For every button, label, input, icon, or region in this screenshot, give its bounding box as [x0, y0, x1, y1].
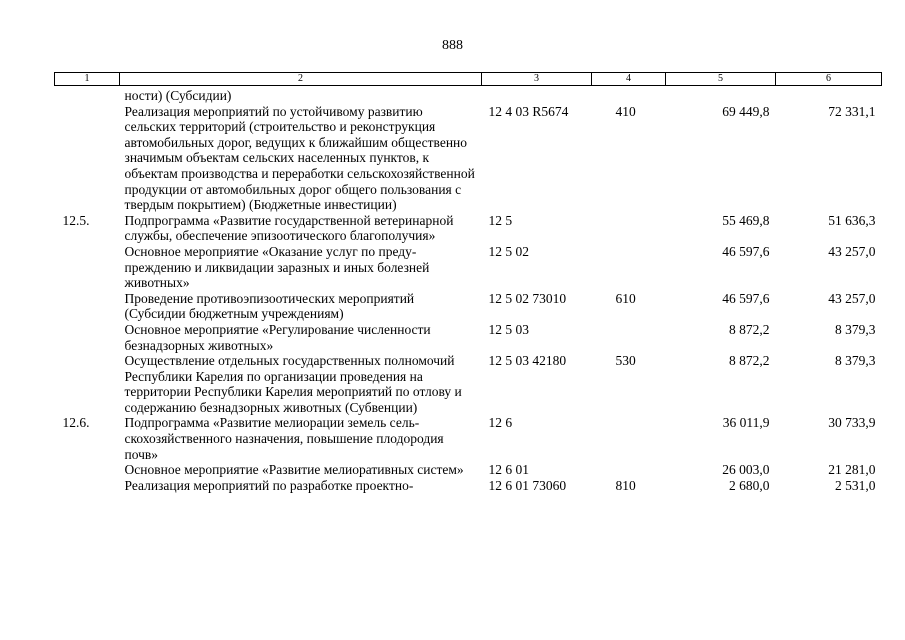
- table-row: [55, 213, 882, 244]
- row-name: Основное мероприятие «Регулирование численности безнадзорных животных»: [124, 321, 431, 353]
- amount-year-1: [666, 86, 776, 104]
- amount-year-2: 21 281,0: [828, 462, 876, 478]
- amount-year-1: 36 011,9: [722, 415, 770, 431]
- amount-year-2: [776, 86, 882, 104]
- row-number: [55, 322, 120, 353]
- amount-year-1: 55 469,8: [722, 212, 770, 228]
- amount-year-1: 69 449,8: [722, 103, 770, 119]
- target-article-code: 12 6 01: [488, 462, 529, 478]
- amount-year-1: 46 597,6: [722, 290, 770, 306]
- row-number: [55, 86, 120, 104]
- row-number: 12.6.: [62, 415, 90, 431]
- row-number: [55, 291, 120, 322]
- amount-year-1: 8 872,2: [729, 321, 770, 337]
- target-article-code: 12 6 01 73060: [488, 477, 567, 493]
- amount-year-2: 8 379,3: [835, 353, 876, 369]
- target-article-code: 12 5 02 73010: [488, 290, 567, 306]
- expense-type-code: 610: [615, 290, 636, 306]
- target-article-code: 12 5 02: [488, 243, 529, 259]
- row-number: [55, 104, 120, 213]
- table-row: [55, 415, 882, 462]
- row-number: [55, 478, 120, 494]
- target-article-code: 12 4 03 R5674: [488, 103, 569, 119]
- table-row: [55, 322, 882, 353]
- amount-year-2: 2 531,0: [835, 477, 876, 493]
- table-row: [55, 291, 882, 322]
- target-article-code: 12 5 03 42180: [488, 353, 567, 369]
- row-name: Реализация мероприятий по разработке проектно-: [124, 477, 414, 493]
- table-row: [55, 86, 882, 104]
- table-row: [55, 478, 882, 494]
- column-header: 2: [120, 73, 482, 86]
- table-row: [55, 244, 882, 291]
- row-name: Проведение противоэпизоотических мероприятий (Субсидии бюджетным учреждениям): [124, 290, 415, 322]
- expense-type-code: 810: [615, 477, 636, 493]
- row-number: 12.5.: [62, 212, 90, 228]
- expense-type-code: [592, 415, 666, 462]
- amount-year-1: 2 680,0: [729, 477, 770, 493]
- amount-year-1: 46 597,6: [722, 243, 770, 259]
- target-article-code: [482, 86, 592, 104]
- table-row: [55, 462, 882, 478]
- expense-type-code: [592, 462, 666, 478]
- expense-type-code: 410: [615, 103, 636, 119]
- expense-type-code: [592, 213, 666, 244]
- amount-year-2: 43 257,0: [828, 243, 876, 259]
- row-name: ности) (Субсидии): [124, 88, 232, 103]
- row-name: Реализация мероприятий по устойчивому развитию сельских территорий (строительство и реконструкция автомобильных дорог, ведущих к ближайшим общественно значимым объектам сельских населенных пунктов, к объектам производства и переработки сельскохозяйственной продукции от автомобильных дорог общего пользования с твердым покрытием) (Бюджетные инвестиции): [124, 103, 475, 213]
- row-name: Осуществление отдельных государственных полномочий Республики Карелия по организации проведения на территории Республики Карелия мероприятий по отлову и содержанию безнадзорных животных (Субвенции): [124, 353, 462, 415]
- expense-type-code: [592, 244, 666, 291]
- table-row: [55, 353, 882, 415]
- row-number: [55, 462, 120, 478]
- expense-type-code: [592, 322, 666, 353]
- amount-year-2: 43 257,0: [828, 290, 876, 306]
- expense-type-code: 530: [615, 353, 636, 369]
- expense-type-code: [592, 86, 666, 104]
- amount-year-2: 8 379,3: [835, 321, 876, 337]
- column-header: 4: [592, 73, 666, 86]
- column-header: 3: [482, 73, 592, 86]
- column-header: 5: [666, 73, 776, 86]
- target-article-code: 12 6: [488, 415, 513, 431]
- amount-year-1: 8 872,2: [729, 353, 770, 369]
- target-article-code: 12 5 03: [488, 321, 529, 337]
- row-name: Основное мероприятие «Развитие мелиоративных систем»: [124, 462, 464, 478]
- target-article-code: 12 5: [488, 212, 513, 228]
- row-name: Основное мероприятие «Оказание услуг по предупреждению и ликвидации заразных и иных болезней животных»: [124, 243, 430, 291]
- column-header: 6: [776, 73, 882, 86]
- amount-year-2: 30 733,9: [828, 415, 876, 431]
- amount-year-2: 51 636,3: [828, 212, 876, 228]
- column-header: 1: [55, 73, 120, 86]
- amount-year-1: 26 003,0: [722, 462, 770, 478]
- table-row: [55, 104, 882, 213]
- row-number: [55, 353, 120, 415]
- column-number-header: [55, 73, 882, 86]
- row-name: Подпрограмма «Развитие мелиорации земель сельскохозяйственного назначения, повышение плодородия почв»: [124, 415, 444, 462]
- page-number: 888: [442, 38, 463, 53]
- row-name: Подпрограмма «Развитие государственной ветеринарной службы, обеспечение эпизоотического благополучия»: [124, 212, 454, 244]
- amount-year-2: 72 331,1: [828, 103, 876, 119]
- budget-table: [54, 72, 882, 493]
- row-number: [55, 244, 120, 291]
